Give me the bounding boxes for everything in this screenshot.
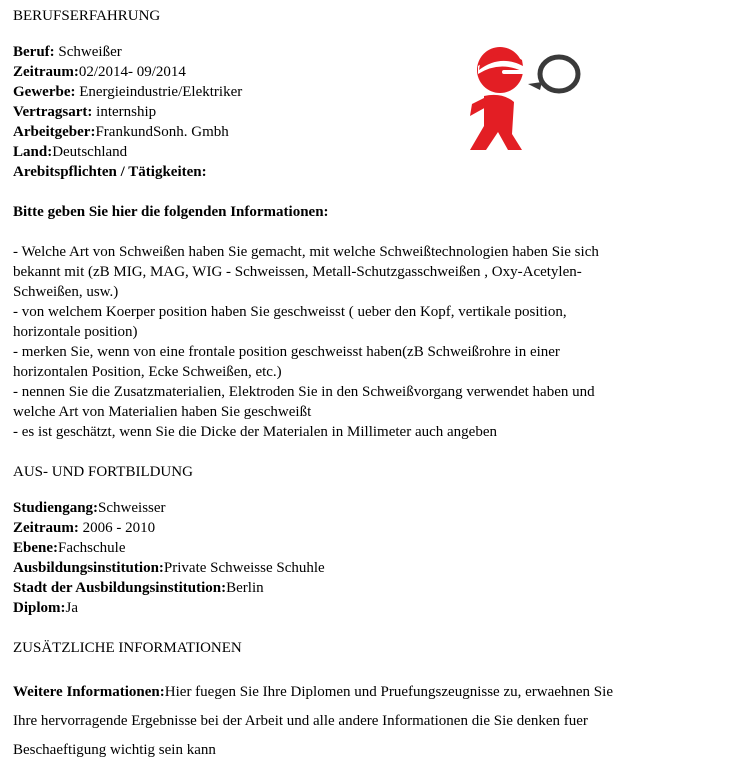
- field-value: Berlin: [226, 580, 264, 596]
- field-label: Vertragsart:: [13, 104, 93, 120]
- field-label: Gewerbe:: [13, 84, 76, 100]
- field-value: Schweisser: [98, 500, 166, 516]
- field-label: Beruf:: [13, 44, 55, 60]
- field-row: [13, 122, 729, 142]
- list-item: - nennen Sie die Zusatzmaterialien, Elektroden Sie in den Schweißvorgang verwendet haben und: [13, 384, 595, 400]
- field-label: Land:: [13, 144, 53, 160]
- field-value: Fachschule: [58, 540, 126, 556]
- field-label: Diplom:: [13, 600, 66, 616]
- additional-label: Weitere Informationen:: [13, 684, 165, 700]
- field-label: Zeitraum:: [13, 64, 79, 80]
- list-item: - Welche Art von Schweißen haben Sie gemacht, mit welche Schweißtechnologien haben Sie sich: [13, 244, 599, 260]
- field-row: [13, 62, 729, 82]
- field-row: [13, 538, 729, 558]
- field-label: Stadt der Ausbildungsinstitution:: [13, 580, 227, 596]
- field-label: Studiengang:: [13, 500, 99, 516]
- field-label: Ausbildungsinstitution:: [13, 560, 164, 576]
- field-value: Ja: [65, 600, 78, 616]
- additional-line: Hier fuegen Sie Ihre Diplomen und Pruefungszeugnisse zu, erwaehnen Sie: [164, 684, 613, 700]
- field-row: [13, 518, 729, 538]
- field-label: Zeitraum:: [13, 520, 79, 536]
- additional-line: Beschaeftigung wichtig sein kann: [13, 742, 216, 758]
- field-value: 2006 - 2010: [78, 520, 156, 536]
- field-row: [13, 498, 729, 518]
- list-item: - von welchem Koerper position haben Sie geschweisst ( ueber den Kopf, vertikale position,: [13, 304, 567, 320]
- additional-section-title: ZUSÄTZLICHE INFORMATIONEN: [13, 640, 242, 656]
- resume-page: [13, 6, 729, 765]
- field-row: [13, 578, 729, 598]
- additional-info: [13, 678, 729, 765]
- field-row: [13, 598, 729, 618]
- field-value: Private Schweisse Schuhle: [163, 560, 325, 576]
- additional-line: Ihre hervorragende Ergebnisse bei der Arbeit und alle andere Informationen die Sie denken fuer: [13, 713, 588, 729]
- field-value: 02/2014- 09/2014: [78, 64, 186, 80]
- list-item: - merken Sie, wenn von eine frontale position geschweisst haben(zB Schweißrohre in einer: [13, 344, 560, 360]
- instructions-heading: Bitte geben Sie hier die folgenden Informationen:: [13, 204, 329, 220]
- field-row: [13, 82, 729, 102]
- list-item: horizontalen Position, Ecke Schweißen, etc.): [13, 364, 282, 380]
- field-value: Schweißer: [54, 44, 122, 60]
- experience-fields: [13, 42, 729, 182]
- field-row: [13, 42, 729, 62]
- experience-section-title: BERUFSERFAHRUNG: [13, 8, 161, 24]
- duties-list: [13, 242, 729, 442]
- field-label: Arbeitgeber:: [13, 124, 96, 140]
- field-value: FrankundSonh. Gmbh: [95, 124, 229, 140]
- field-row: [13, 558, 729, 578]
- education-section-title: AUS- UND FORTBILDUNG: [13, 464, 193, 480]
- field-row: [13, 142, 729, 162]
- list-item: - es ist geschätzt, wenn Sie die Dicke der Materialen in Millimeter auch angeben: [13, 424, 497, 440]
- list-item: bekannt mit (zB MIG, MAG, WIG - Schweissen, Metall-Schutzgasschweißen , Oxy-Acetylen-: [13, 264, 582, 280]
- field-value: Deutschland: [52, 144, 128, 160]
- list-item: horizontale position): [13, 324, 138, 340]
- list-item: Schweißen, usw.): [13, 284, 119, 300]
- field-row: [13, 162, 729, 182]
- education-fields: [13, 498, 729, 618]
- list-item: welche Art von Materialien haben Sie geschweißt: [13, 404, 312, 420]
- field-row: [13, 102, 729, 122]
- field-label: Ebene:: [13, 540, 58, 556]
- field-value: Energieindustrie/Elektriker: [75, 84, 243, 100]
- field-value: internship: [92, 104, 157, 120]
- field-label: Arebitspflichten / Tätigkeiten:: [13, 164, 207, 180]
